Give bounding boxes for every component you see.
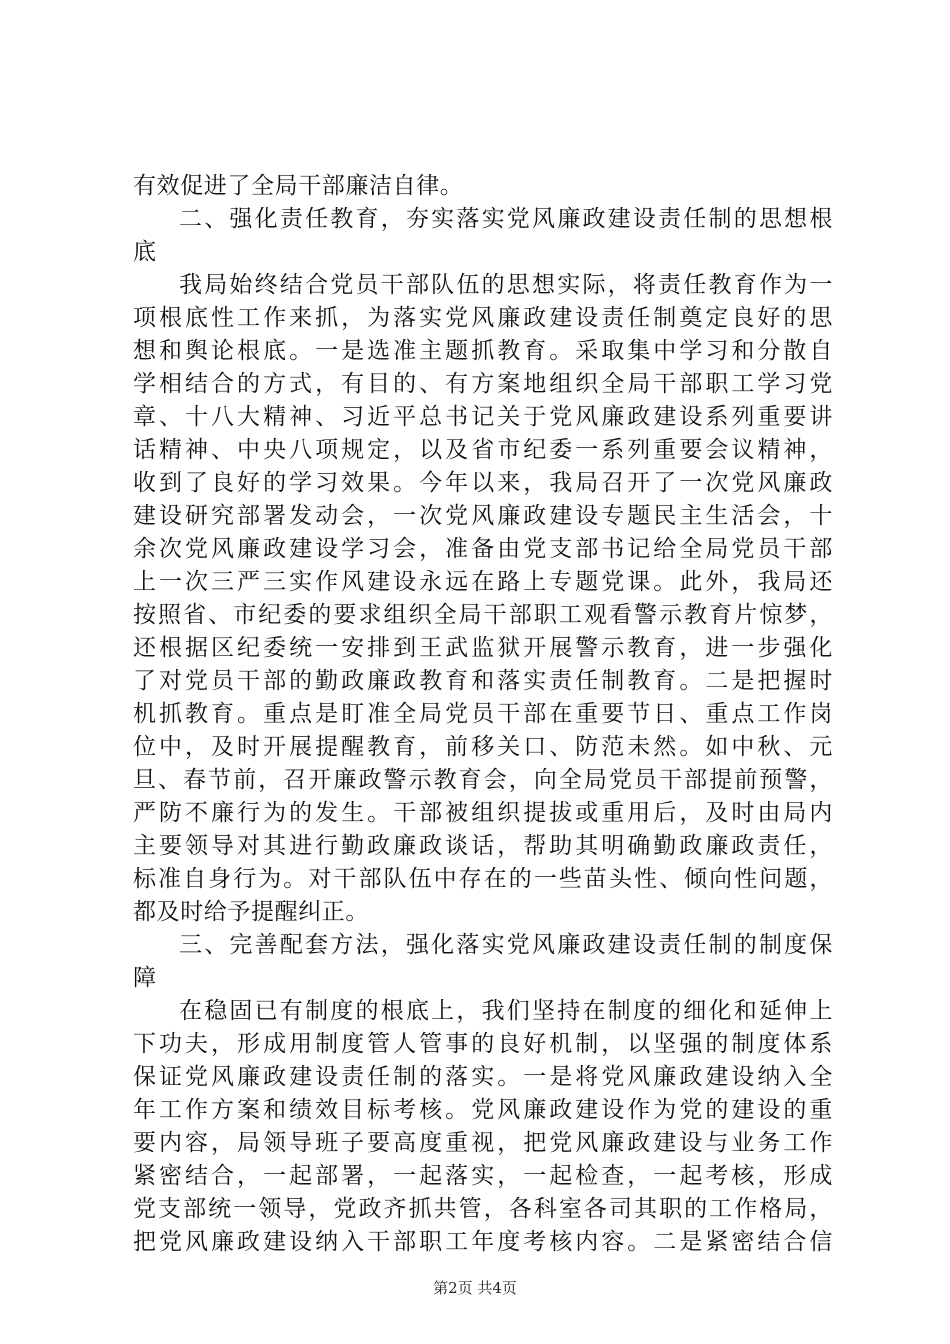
paragraph-line: 把党风廉政建设纳入干部职工年度考核内容。二是紧密结合信 <box>133 1229 833 1255</box>
section-heading-line: 二、强化责任教育，夯实落实党风廉政建设责任制的思想根 <box>179 206 833 232</box>
paragraph-line: 保证党风廉政建设责任制的落实。一是将党风廉政建设纳入全 <box>133 1064 833 1090</box>
paragraph-line: 还根据区纪委统一安排到王武监狱开展警示教育，进一步强化 <box>133 635 833 661</box>
paragraph-line: 我局始终结合党员干部队伍的思想实际，将责任教育作为一 <box>179 272 833 298</box>
paragraph-line: 都及时给予提醒纠正。 <box>133 899 369 925</box>
paragraph-line: 了对党员干部的勤政廉政教育和落实责任制教育。二是把握时 <box>133 668 833 694</box>
paragraph-line: 主要领导对其进行勤政廉政谈话，帮助其明确勤政廉政责任， <box>133 833 833 859</box>
paragraph-line: 有效促进了全局干部廉洁自律。 <box>133 173 464 199</box>
paragraph-line: 旦、春节前，召开廉政警示教育会，向全局党员干部提前预警， <box>133 767 833 793</box>
paragraph-line: 下功夫，形成用制度管人管事的良好机制，以坚强的制度体系 <box>133 1031 833 1057</box>
paragraph-line: 学相结合的方式，有目的、有方案地组织全局干部职工学习党 <box>133 371 833 397</box>
section-heading-line: 障 <box>133 965 157 991</box>
paragraph-line: 章、十八大精神、习近平总书记关于党风廉政建设系列重要讲 <box>133 404 833 430</box>
paragraph-line: 收到了良好的学习效果。今年以来，我局召开了一次党风廉政 <box>133 470 833 496</box>
paragraph-line: 紧密结合，一起部署，一起落实，一起检查，一起考核，形成 <box>133 1163 833 1189</box>
section-heading-line: 三、完善配套方法，强化落实党风廉政建设责任制的制度保 <box>179 932 833 958</box>
paragraph-line: 建设研究部署发动会，一次党风廉政建设专题民主生活会，十 <box>133 503 833 529</box>
paragraph-line: 标准自身行为。对干部队伍中存在的一些苗头性、倾向性问题， <box>133 866 833 892</box>
paragraph-line: 话精神、中央八项规定，以及省市纪委一系列重要会议精神， <box>133 437 833 463</box>
paragraph-line: 要内容，局领导班子要高度重视，把党风廉政建设与业务工作 <box>133 1130 833 1156</box>
paragraph-line: 上一次三严三实作风建设永远在路上专题党课。此外，我局还 <box>133 569 833 595</box>
paragraph-line: 余次党风廉政建设学习会，准备由党支部书记给全局党员干部 <box>133 536 833 562</box>
paragraph-line: 按照省、市纪委的要求组织全局干部职工观看警示教育片惊梦， <box>133 602 833 628</box>
paragraph-line: 严防不廉行为的发生。干部被组织提拔或重用后，及时由局内 <box>133 800 833 826</box>
paragraph-line: 党支部统一领导，党政齐抓共管，各科室各司其职的工作格局， <box>133 1196 833 1222</box>
paragraph-line: 想和舆论根底。一是选准主题抓教育。采取集中学习和分散自 <box>133 338 833 364</box>
paragraph-line: 在稳固已有制度的根底上，我们坚持在制度的细化和延伸上 <box>179 998 833 1024</box>
page-number-footer: 第2页 共4页 <box>433 1279 517 1297</box>
paragraph-line: 年工作方案和绩效目标考核。党风廉政建设作为党的建设的重 <box>133 1097 833 1123</box>
document-body <box>133 170 833 1259</box>
section-heading-line: 底 <box>133 239 157 265</box>
paragraph-line: 项根底性工作来抓，为落实党风廉政建设责任制奠定良好的思 <box>133 305 833 331</box>
paragraph-line: 机抓教育。重点是盯准全局党员干部在重要节日、重点工作岗 <box>133 701 833 727</box>
paragraph-line: 位中，及时开展提醒教育，前移关口、防范未然。如中秋、元 <box>133 734 833 760</box>
